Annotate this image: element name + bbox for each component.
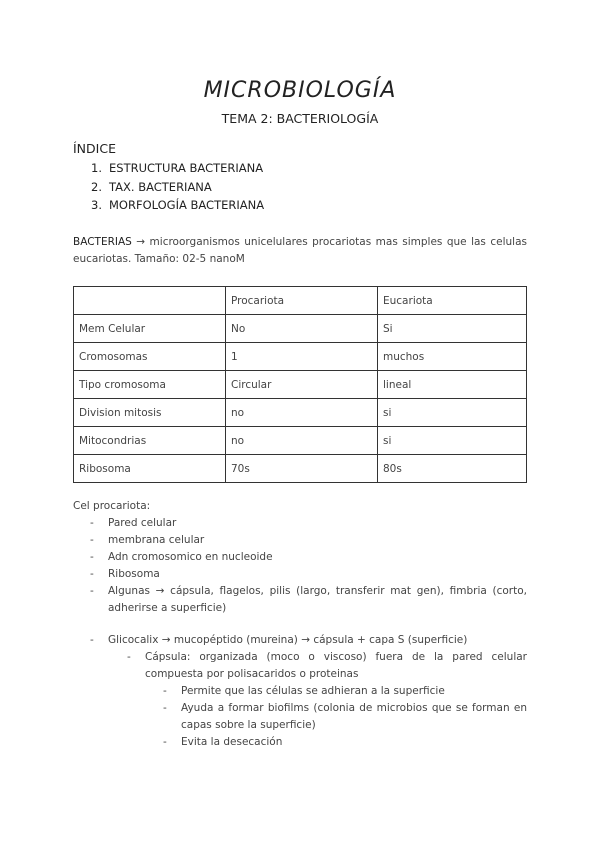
index-list bbox=[73, 159, 264, 215]
page-subtitle: TEMA 2: BACTERIOLOGÍA bbox=[221, 111, 379, 126]
table-header-row: Procariota Eucariota bbox=[74, 287, 527, 315]
table-row: Mem Celular No Si bbox=[74, 315, 527, 343]
table-row: Mitocondrias no si bbox=[74, 427, 527, 455]
intro-paragraph: BACTERIAS → microorganismos unicelulares procariotas mas simples que las celulas eucariotas. Tamaño: 02-5 nanoM bbox=[73, 236, 527, 265]
list-item: - membrana celular bbox=[90, 534, 205, 546]
index-item: 1. ESTRUCTURA BACTERIANA bbox=[91, 161, 264, 175]
comparison-table bbox=[73, 286, 527, 483]
index-item: 2. TAX. BACTERIANA bbox=[91, 179, 212, 194]
list-item: - Algunas → cápsula, flagelos, pilis (largo, transferir mat gen), fimbria (corto, adherirse a superficie) bbox=[90, 585, 527, 614]
list-item: - Ayuda a formar biofilms (colonia de microbios que se forman en capas sobre la superficie) bbox=[163, 702, 527, 731]
glicocalix-item: - Glicocalix → mucopéptido (mureina) → cápsula + capa S (superficie) bbox=[90, 634, 468, 646]
page-title: MICROBIOLOGÍA bbox=[203, 78, 397, 103]
list-item: - Cápsula: organizada (moco o viscoso) fuera de la pared celular compuesta por polisacaridos o proteinas bbox=[127, 651, 527, 680]
capsula-subitems bbox=[163, 683, 527, 751]
index-heading: ÍNDICE bbox=[73, 141, 116, 156]
capsula-list bbox=[127, 649, 527, 683]
list-item: - Permite que las células se adhieran a la superficie bbox=[163, 685, 445, 697]
list-item: - Pared celular bbox=[90, 517, 177, 529]
intro-term: BACTERIAS bbox=[73, 236, 132, 248]
procariota-heading: Cel procariota: bbox=[73, 500, 151, 512]
table-row: Division mitosis no si bbox=[74, 399, 527, 427]
index-item: 3. MORFOLOGÍA BACTERIANA bbox=[91, 198, 265, 212]
table-row: Tipo cromosoma Circular lineal bbox=[74, 371, 527, 399]
list-item: - Evita la desecación bbox=[163, 736, 283, 748]
list-item: - Adn cromosomico en nucleoide bbox=[90, 551, 273, 563]
table-row: Cromosomas 1 muchos bbox=[74, 343, 527, 371]
procariota-list bbox=[90, 515, 527, 617]
list-item: - Ribosoma bbox=[90, 568, 160, 580]
table-row: Ribosoma 70s 80s bbox=[74, 455, 527, 483]
